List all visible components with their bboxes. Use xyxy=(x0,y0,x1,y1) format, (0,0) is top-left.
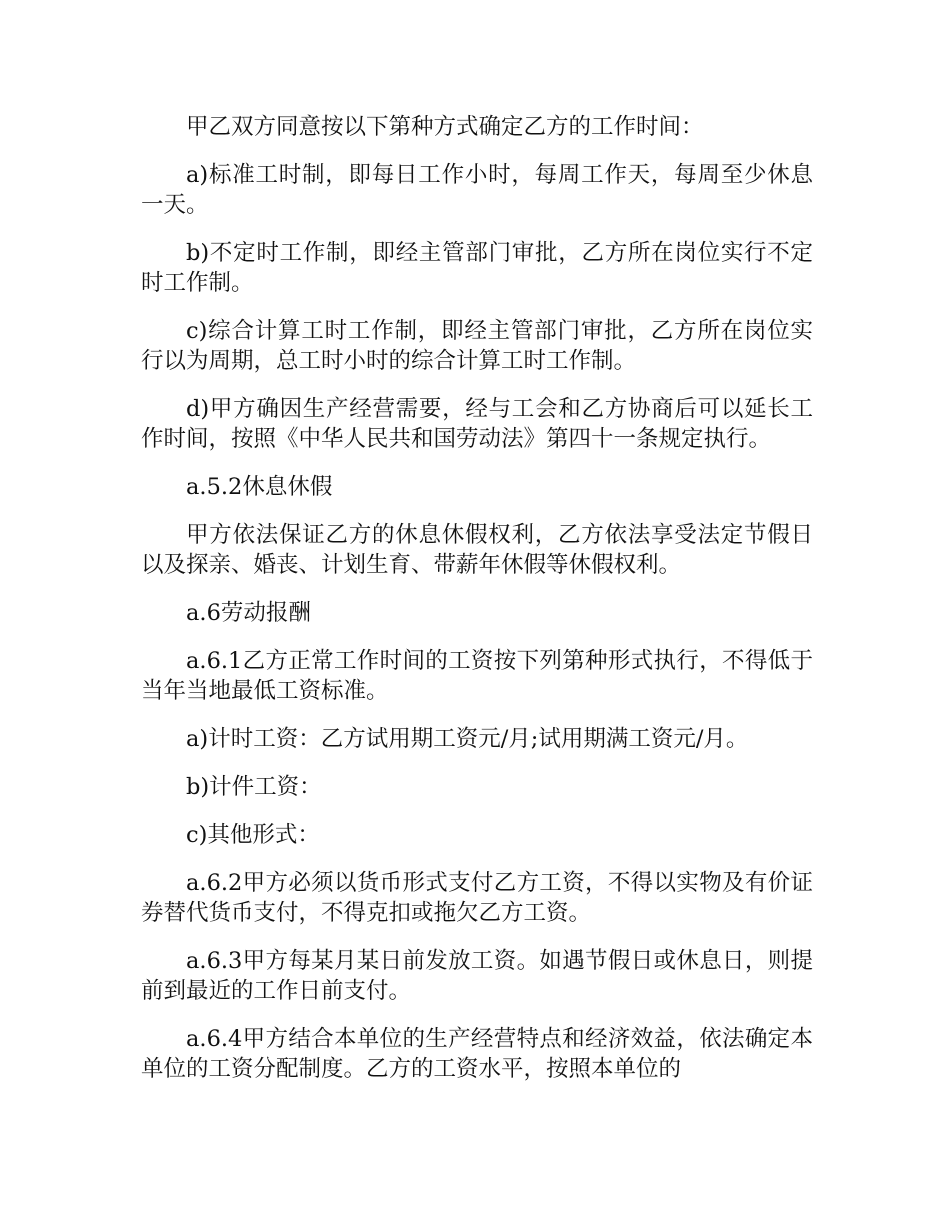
paragraph-piece-wage: b)计件工资： xyxy=(186,774,322,800)
heading-rest-and-leave: a.5.2休息休假 xyxy=(186,474,333,500)
paragraph-standard-hours: a)标准工时制，即每日工作小时，每周工作天，每周至少休息一天。 xyxy=(141,162,813,218)
paragraph-overtime: d)甲方确因生产经营需要，经与工会和乙方协商后可以延长工作时间，按照《中华人民共和国劳动法》第四十一条规定执行。 xyxy=(141,396,813,452)
paragraph-currency-payment: a.6.2甲方必须以货币形式支付乙方工资，不得以实物及有价证券替代货币支付，不得克扣或拖欠乙方工资。 xyxy=(141,870,813,926)
paragraph-rest-rights: 甲方依法保证乙方的休息休假权利，乙方依法享受法定节假日以及探亲、婚丧、计划生育、带薪年休假等休假权利。 xyxy=(141,522,813,578)
paragraph-comprehensive-hours: c)综合计算工时工作制，即经主管部门审批，乙方所在岗位实行以为周期，总工时小时的综合计算工时工作制。 xyxy=(141,318,813,374)
document-body xyxy=(141,112,813,1102)
heading-remuneration: a.6劳动报酬 xyxy=(186,600,311,626)
paragraph-wage-form: a.6.1乙方正常工作时间的工资按下列第种形式执行，不得低于当年当地最低工资标准。 xyxy=(141,648,813,704)
paragraph-wage-system: a.6.4甲方结合本单位的生产经营特点和经济效益，依法确定本单位的工资分配制度。乙方的工资水平，按照本单位的 xyxy=(141,1026,813,1082)
paragraph-time-wage: a)计时工资：乙方试用期工资元/月;试用期满工资元/月。 xyxy=(186,726,749,752)
paragraph-flexible-hours: b)不定时工作制，即经主管部门审批，乙方所在岗位实行不定时工作制。 xyxy=(141,240,813,296)
paragraph-other-forms: c)其他形式： xyxy=(186,822,320,848)
paragraph-working-time-intro: 甲乙双方同意按以下第种方式确定乙方的工作时间： xyxy=(186,114,704,140)
paragraph-pay-date: a.6.3甲方每某月某日前发放工资。如遇节假日或休息日，则提前到最近的工作日前支付。 xyxy=(141,948,813,1004)
